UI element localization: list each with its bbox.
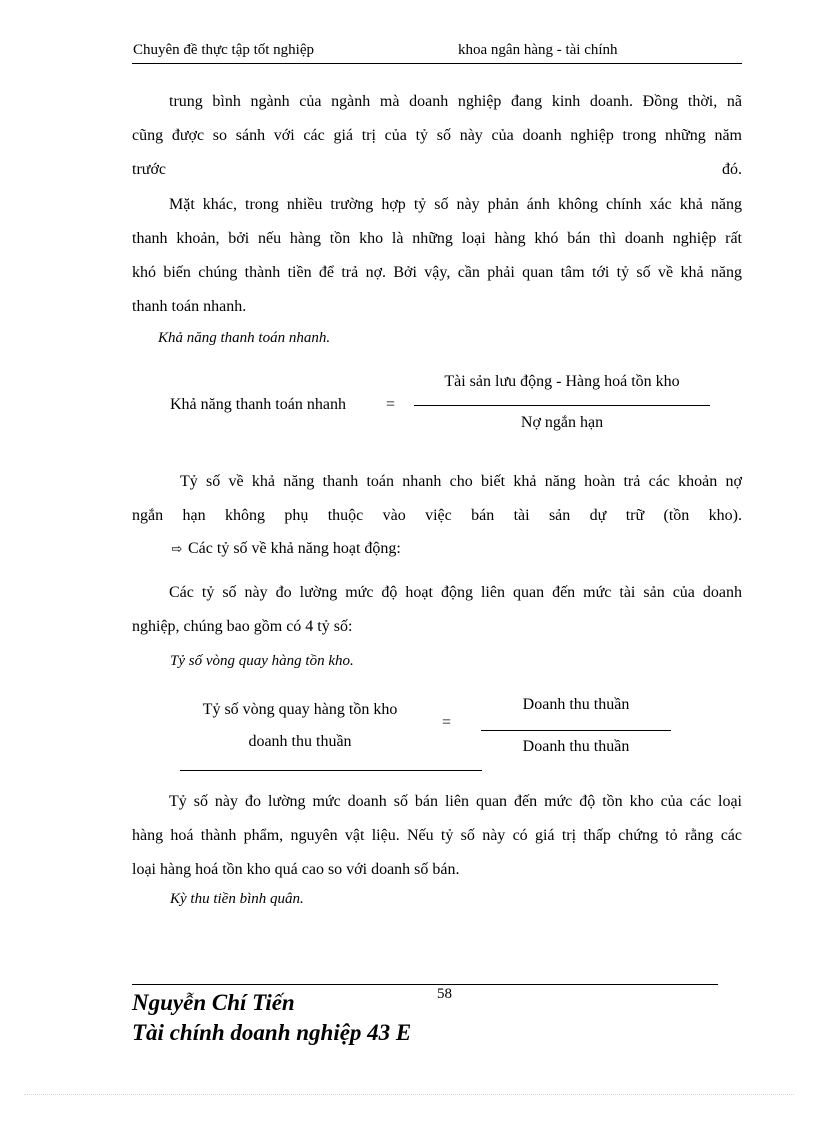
formula2-left-line2: doanh thu thuần: [248, 733, 352, 750]
author-name: Nguyễn Chí Tiến: [132, 990, 295, 1015]
paragraph-line: loại hàng hoá tồn kho quá cao so với doanh số bán.: [132, 861, 460, 878]
formula2-left-line1: Tỷ số vòng quay hàng tồn kho: [202, 701, 398, 718]
bullet-heading-text: Các tỷ số về khả năng hoạt động:: [188, 540, 401, 557]
formula2-left-underline: [180, 770, 482, 771]
formula1-fraction-bar: [414, 405, 710, 406]
section-heading-collection-period: Kỳ thu tiền bình quân.: [170, 891, 304, 907]
paragraph-line: Các tỷ số này đo lường mức độ hoạt động liên quan đến mức tài sản của doanh: [169, 584, 742, 601]
paragraph-line: nghiệp, chúng bao gồm có 4 tỷ số:: [132, 618, 353, 635]
paragraph-line: Tỷ số này đo lường mức doanh số bán liên quan đến mức độ tồn kho của các loại: [169, 793, 742, 810]
formula1-denominator: Nợ ngắn hạn: [520, 414, 604, 431]
formula2-equals: =: [442, 714, 452, 731]
formula2-numerator: Doanh thu thuần: [522, 696, 630, 713]
paragraph-line: thanh toán nhanh.: [132, 298, 247, 315]
paragraph-line: Mặt khác, trong nhiều trường hợp tỷ số này phản ánh không chính xác khả năng: [169, 196, 742, 213]
paragraph-line: khó biến chúng thành tiền để trả nợ. Bởi vậy, cần phải quan tâm tới tỷ số về khả năng: [132, 264, 742, 281]
formula2-fraction-bar: [481, 730, 671, 731]
paragraph-2: [132, 188, 742, 324]
paragraph-fragment: đó.: [722, 161, 742, 178]
paragraph-line: [132, 153, 742, 187]
paragraph-5: [132, 785, 742, 887]
paragraph-line: thanh khoản, bởi nếu hàng tồn kho là những loại hàng khó bán thì doanh nghiệp rất: [132, 230, 742, 247]
formula1-label: Khả năng thanh toán nhanh: [170, 396, 346, 413]
page-bottom-border: [24, 1094, 794, 1095]
paragraph-line: trung bình ngành của ngành mà doanh nghiệp đang kinh doanh. Đồng thời, nã: [169, 93, 742, 110]
author-class: Tài chính doanh nghiệp 43 E: [132, 1020, 412, 1045]
paragraph-4: [132, 576, 742, 644]
bullet-heading-activity-ratios: [170, 540, 401, 558]
formula2-denominator: Doanh thu thuần: [522, 738, 630, 755]
header-left-title: Chuyên đề thực tập tốt nghiệp: [133, 42, 315, 58]
page-number: 58: [437, 986, 452, 1002]
formula1-equals: =: [386, 396, 396, 413]
paragraph-1: [132, 85, 742, 187]
section-heading-quick-ratio: Khả năng thanh toán nhanh.: [158, 330, 331, 346]
footer-divider: [132, 984, 718, 985]
paragraph-fragment: trước: [132, 161, 167, 178]
paragraph-line: cũng được so sánh với các giá trị của tỷ số này của doanh nghiệp trong những năm: [132, 127, 742, 144]
paragraph-line: ngắn hạn không phụ thuộc vào việc bán tài sản dự trữ (tồn kho).: [132, 507, 742, 524]
formula1-numerator: Tài sản lưu động - Hàng hoá tồn kho: [444, 373, 680, 390]
header-right-title: khoa ngân hàng - tài chính: [458, 42, 618, 58]
paragraph-line: Tỷ số về khả năng thanh toán nhanh cho biết khả năng hoàn trả các khoản nợ: [180, 473, 742, 490]
header-divider: [132, 63, 742, 64]
arrow-right-outline-icon: ⇨: [171, 542, 183, 557]
paragraph-3: [132, 465, 742, 533]
section-heading-inventory-turnover: Tỷ số vòng quay hàng tồn kho.: [170, 653, 354, 669]
paragraph-line: hàng hoá thành phẩm, nguyên vật liệu. Nếu tỷ số này có giá trị thấp chứng tỏ rằng các: [132, 827, 742, 844]
